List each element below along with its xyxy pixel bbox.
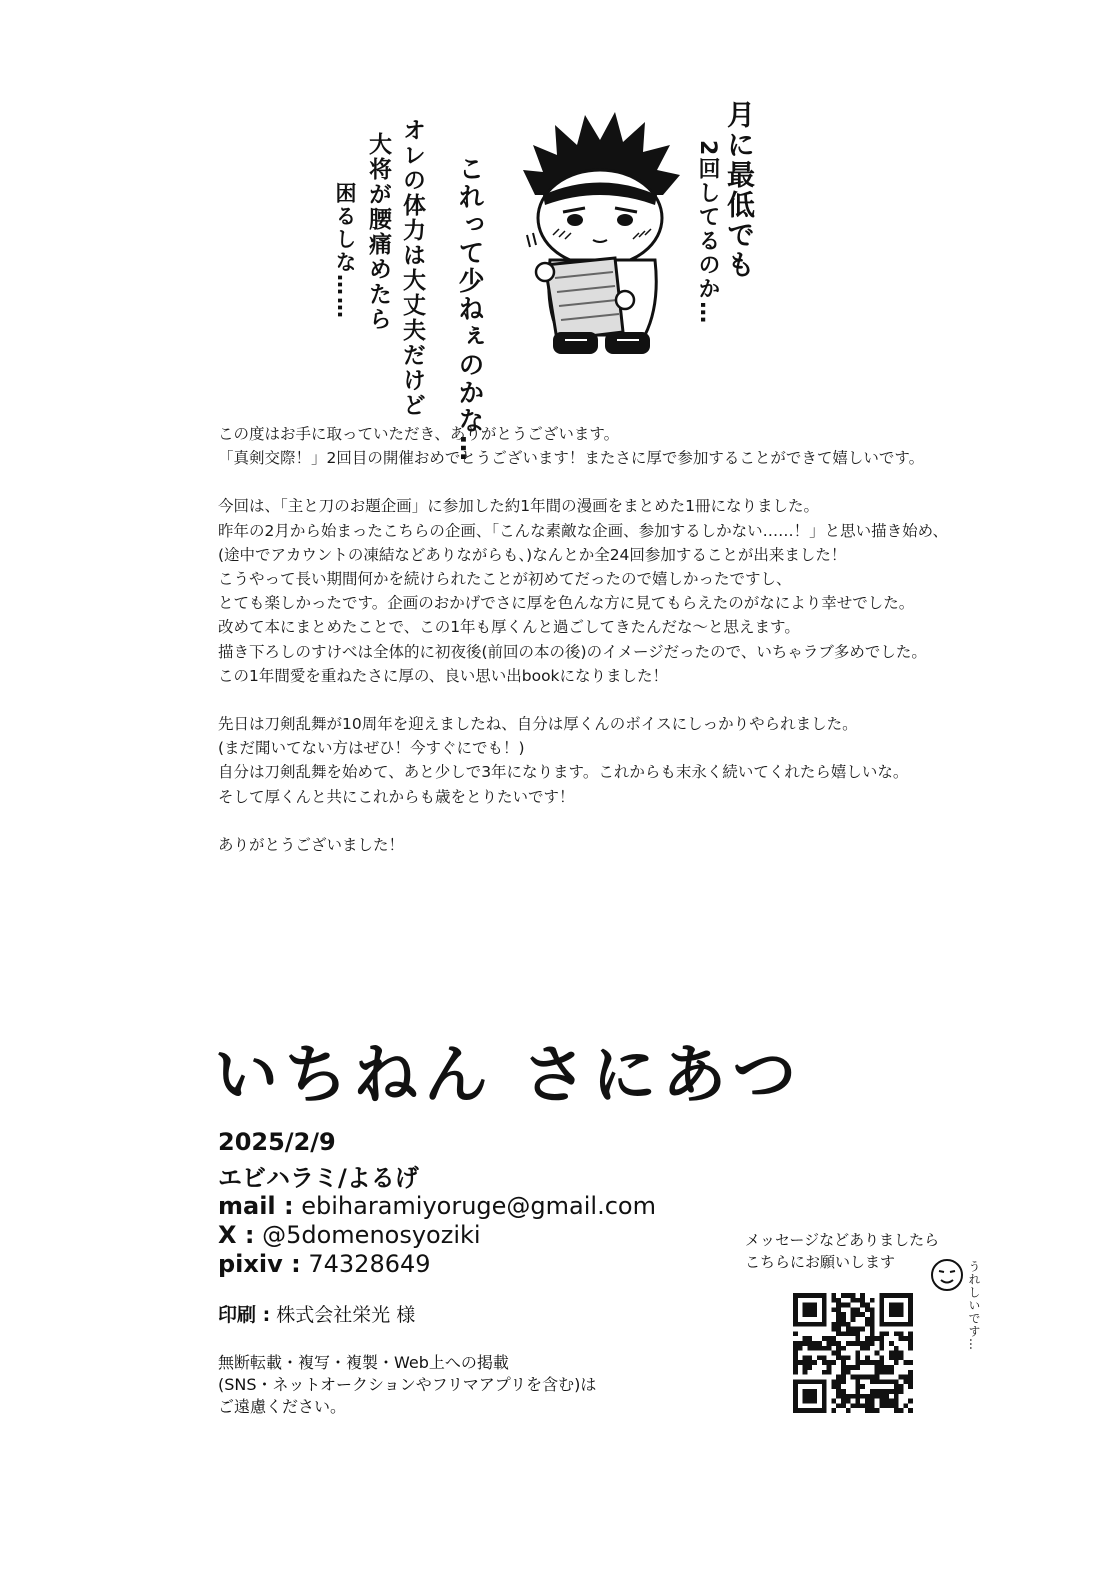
qr-caption-line: メッセージなどありましたら xyxy=(745,1231,940,1249)
printer-name: 株式会社栄光 様 xyxy=(276,1304,416,1326)
afterword-paragraph-2 xyxy=(218,494,1008,688)
qr-code-icon[interactable] xyxy=(793,1293,913,1413)
afterword-line: (まだ聞いてない方はぜひ！今すぐにでも！) xyxy=(218,739,525,758)
notice-line: (SNS・ネットオークションやフリマアプリを含む)は xyxy=(218,1375,597,1394)
qr-caption xyxy=(745,1229,939,1273)
pixiv-label: pixiv : xyxy=(218,1250,301,1278)
x-label: X : xyxy=(218,1221,255,1249)
x-handle[interactable]: @5domenosyoziki xyxy=(262,1221,481,1249)
afterword-paragraph-4 xyxy=(218,833,1008,857)
afterword-line: この1年間愛を重ねたさに厚の、良い思い出bookになりました！ xyxy=(218,666,669,685)
speech-right-2: 2回してるのか… xyxy=(695,140,720,326)
x-row xyxy=(218,1221,481,1249)
smiley-face-icon xyxy=(930,1258,964,1292)
afterword-paragraph-1 xyxy=(218,422,1008,470)
book-title: いちねん さにあつ xyxy=(214,1039,803,1113)
speech-middle: これって少ねぇのかな… xyxy=(454,155,484,463)
afterword-line: 先日は刀剣乱舞が10周年を迎えましたね、自分は厚くんのボイスにしっかりやられました。 xyxy=(218,715,858,734)
circle-name: エビハラミ/よるげ xyxy=(218,1164,419,1192)
notice-line: 無断転載・複写・複製・Web上への掲載 xyxy=(218,1353,509,1372)
afterword-line: 昨年の2月から始まったこちらの企画、「こんな素敵な企画、参加するしかない……！」と思い描き始め、 xyxy=(218,521,948,540)
pixiv-row xyxy=(218,1250,431,1278)
afterword-line: 自分は刀剣乱舞を始めて、あと少しで3年になります。これからも末永く続いてくれたら嬉しいな。 xyxy=(218,763,909,782)
speech-left-2: 大将が腰痛めたら xyxy=(365,132,391,332)
afterword-line: こうやって長い期間何かを続けられたことが初めてだったので嬉しかったですし、 xyxy=(218,570,792,589)
mail-label: mail : xyxy=(218,1192,294,1220)
printer-label: 印刷 : xyxy=(218,1304,271,1326)
afterword-line: 描き下ろしのすけべは全体的に初夜後(前回の本の後)のイメージだったので、いちゃラブ多めでした。 xyxy=(218,642,927,661)
speech-left-3: 困るしな…… xyxy=(333,182,357,320)
afterword-line: そして厚くんと共にこれからも歳をとりたいです！ xyxy=(218,787,575,806)
copyright-notice xyxy=(218,1352,596,1418)
ureshii-note: うれしいです… xyxy=(967,1260,981,1351)
afterword-line: ありがとうございました！ xyxy=(218,835,405,854)
speech-left-1: オレの体力は大丈夫だけど xyxy=(399,118,425,418)
afterword-line: この度はお手に取っていただき、ありがとうございます。 xyxy=(218,425,620,443)
speech-right-1: 月に最低でも xyxy=(723,100,756,280)
mail-row xyxy=(218,1192,656,1220)
publish-date: 2025/2/9 xyxy=(218,1128,336,1156)
afterword-line: 今回は、「主と刀のお題企画」に参加した約1年間の漫画をまとめた1冊になりました。 xyxy=(218,497,819,516)
printer-row xyxy=(218,1300,415,1327)
afterword-line: 改めて本にまとめたことで、この1年も厚くんと過ごしてきたんだな〜と思えます。 xyxy=(218,618,800,637)
mail-address[interactable]: ebiharamiyoruge@gmail.com xyxy=(301,1192,656,1220)
afterword-paragraph-3 xyxy=(218,712,1008,809)
pixiv-id[interactable]: 74328649 xyxy=(308,1250,431,1278)
afterword-line: 「真剣交際！」2回目の開催おめでとうございます！またさに厚で参加することができて嬉しいです。 xyxy=(218,449,925,468)
afterword-text xyxy=(218,422,1008,881)
notice-line: ご遠慮ください。 xyxy=(218,1397,347,1416)
qr-caption-line: こちらにお願いします xyxy=(745,1253,896,1271)
chibi-character-illustration xyxy=(505,100,695,370)
afterword-line: とても楽しかったです。企画のおかげでさに厚を色んな方に見てもらえたのがなにより幸せでした。 xyxy=(218,594,915,613)
afterword-line: (途中でアカウントの凍結などありながらも、)なんとか全24回参加することが出来ました！ xyxy=(218,545,847,564)
